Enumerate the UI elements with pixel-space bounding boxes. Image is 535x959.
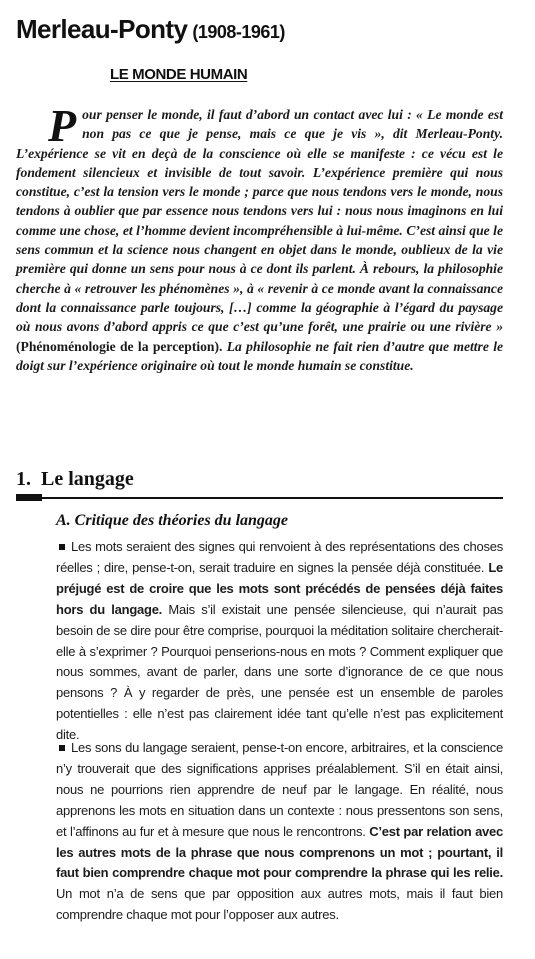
paragraph-text: Les sons du langage seraient, pense-t-on encore, arbitraires, et la conscience n’y trouverait que des significations apprises préalablement. S’il en était ainsi, nous ne pourrions rien apprendre de neuf par le langage. En réalité, nous apprenons les mots en situation dans un contexte : nous pressentons son sens, et l’affinons au fur et à mesure que nous le rencontrons.	[56, 740, 503, 839]
paragraph-text: Un mot n’a de sens que par opposition aux autres mots, mais il faut bien comprendre chaque mot pour l’opposer aux autres.	[56, 886, 503, 923]
subsection-letter: A.	[56, 512, 71, 529]
drop-cap: P	[48, 100, 77, 151]
section-label: Le langage	[41, 468, 134, 490]
section-heading	[16, 468, 503, 491]
square-bullet-icon	[59, 544, 65, 550]
paragraph-text: Les mots seraient des signes qui renvoient à des représentations des choses réelles ; dire, pense-t-on, serait traduire en signes la pensée déjà constituée.	[56, 539, 503, 575]
subsection-title	[56, 512, 288, 530]
intro-paragraph	[16, 100, 504, 375]
author-dates: (1908-1961)	[192, 22, 285, 42]
section-divider	[16, 497, 503, 499]
square-bullet-icon	[59, 745, 65, 751]
subsection-label: Critique des théories du langage	[74, 512, 289, 529]
intro-text-part1: our penser le monde, il faut d’abord un contact avec lui : « Le monde est non pas ce que je pense, mais ce que je vis », dit Merleau-Ponty. L’expérience se vit en deçà de la conscience où elle se manifeste : ce vécu est le fondement silencieux et invisible de tout savoir. L’expérience première qui nous constitue, c’est la tension vers le monde ; parce que nous tendons vers le monde, nous tendons à oublier que par essence nous tendons vers lui : nous nous imaginons en lui comme une chose, et l’homme devient incompréhensible à lui-même. C’est ainsi que le sens commun et la science nous changent en objet dans le monde, oublieux de la vie première qui donne un sens pour nous à ce dont ils parlent. À rebours, la philosophie cherche à « retrouver les phénomènes », à « revenir à ce monde avant la connaissance dont la connaissance parle toujours, […] comme la géographie à l’égard du paysage où nous avons d’abord appris ce que c’est qu’une forêt, une prairie ou une rivière »	[16, 107, 503, 335]
paragraph-1	[56, 537, 503, 746]
paragraph-emphasis: Le préjugé est de croire que les mots sont précédés de pensées déjà faites hors du langage.	[56, 559, 503, 617]
section-marker	[16, 494, 42, 501]
book-citation: (Phénoménologie de la perception).	[16, 338, 223, 354]
paragraph-text: Mais s’il existait une pensée silencieuse, qui n’aurait pas besoin de se dire pour être comprise, pourquoi la méditation solitaire chercherait-elle à s’exprimer ? Pourquoi penserions-nous en mots ? Comment expliquer que nous sommes, avant de parler, dans une sorte d’ignorance de ce que nous pensons ? À y regarder de près, une pensée est un ensemble de paroles potentielles : elle n’est pas clairement idée tant qu’elle n’est pas explicitement dite.	[56, 601, 503, 743]
page-title	[16, 14, 285, 45]
author-name: Merleau-Ponty	[16, 14, 188, 44]
paragraph-2	[56, 738, 503, 926]
paragraph-emphasis: C’est par relation avec les autres mots de la phrase que nous comprenons un mot ; pourtant, il faut bien comprendre chaque mot pour comprendre la phrase qui les relie.	[56, 823, 503, 881]
section-number: 1.	[16, 468, 31, 490]
section-title	[16, 468, 503, 491]
intro-text-part2: La philosophie ne fait rien d’autre que mettre le doigt sur l’expérience originaire où tout le monde humain se constitue.	[16, 338, 504, 373]
chapter-subtitle: LE MONDE HUMAIN	[110, 66, 248, 83]
